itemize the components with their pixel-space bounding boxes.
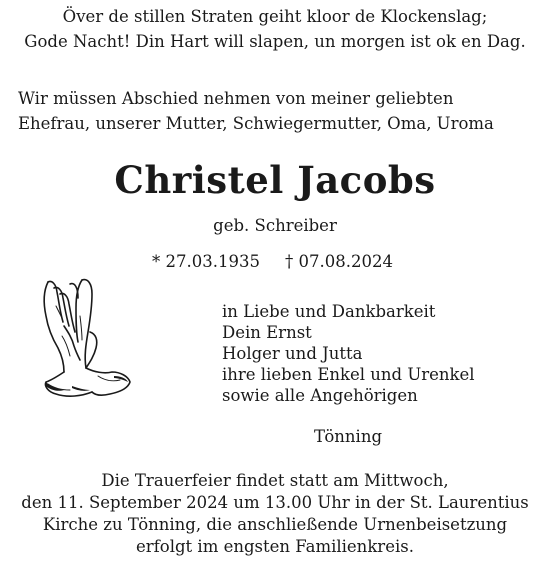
funeral-line-2: den 11. September 2024 um 13.00 Uhr in der St. Laurentius [21, 493, 529, 512]
praying-hands-icon [34, 276, 134, 401]
mourner-line-5: sowie alle Angehörigen [222, 386, 418, 405]
birth-name: geb. Schreiber [213, 216, 337, 235]
poem-line-2: Gode Nacht! Din Hart will slapen, un morgen ist ok en Dag. [24, 32, 526, 51]
funeral-line-3: Kirche zu Tönning, die anschließende Urnenbeisetzung [42, 515, 508, 534]
intro-line-2: Ehefrau, unserer Mutter, Schwiegermutter, Oma, Uroma [18, 114, 494, 133]
mourner-line-1: in Liebe und Dankbarkeit [222, 302, 436, 321]
deceased-name: Christel Jacobs [114, 158, 436, 202]
funeral-line-4: erfolgt im engsten Familienkreis. [136, 537, 414, 556]
mourner-line-4: ihre lieben Enkel und Urenkel [222, 365, 475, 384]
place: Tönning [314, 427, 383, 446]
mourner-line-3: Holger und Jutta [222, 344, 363, 363]
death-date: † 07.08.2024 [285, 252, 393, 271]
mourner-line-2: Dein Ernst [222, 323, 312, 342]
intro-line-1: Wir müssen Abschied nehmen von meiner geliebten [18, 89, 454, 108]
funeral-line-1: Die Trauerfeier findet statt am Mittwoch, [101, 471, 449, 490]
birth-date: * 27.03.1935 [152, 252, 260, 271]
poem-line-1: Över de stillen Straten geiht kloor de Klockenslag; [62, 7, 488, 26]
